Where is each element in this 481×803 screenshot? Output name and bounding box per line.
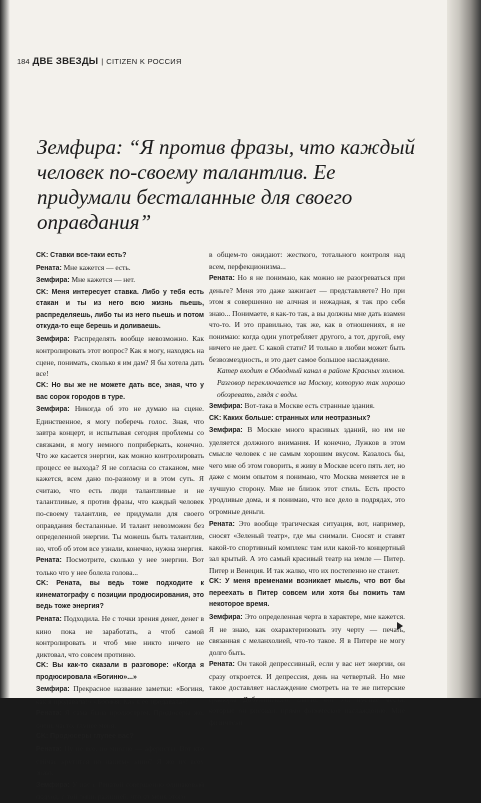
speaker-name: Земфира:	[209, 613, 243, 621]
interview-reply	[36, 707, 204, 731]
page-number: 184	[17, 57, 30, 66]
interviewer-question: CK: У меня временами возникает мысль, что вот бы переехать в Питер совсем или хотя бы пожить там некоторое время.	[209, 578, 405, 609]
speaker-name: Земфира:	[209, 403, 243, 411]
reply-text: Подходила. Не с точки зрения денег, денег в кино пока не заработать, а чтоб самой контролировать и чтоб мне никто ничего не диктовал, что совсем противно.	[36, 613, 204, 659]
interview-reply	[36, 683, 204, 707]
interview-reply	[209, 424, 405, 517]
left-column	[36, 250, 204, 803]
magazine-name: CITIZEN K РОССИЯ	[106, 57, 182, 66]
speaker-name: Земфира:	[36, 335, 70, 343]
reply-text: Прекрасное название заметки: «Богиня, как я продавала!» «Богиня. Как я ее продавала»!	[36, 684, 204, 706]
interview-reply	[36, 613, 204, 660]
reply-text: Но я не понимаю, как можно не разогреваться при деньге? Меня это даже зажигает — представляете? Но при этом я совершенно не алчная и нежадная, я так про себя знаю... Понимаете, я как-то так, а вы должны мне дать взамен что-то. И это правильно, так же, как в отношениях, я не понимаю: когда один употребляет другого, а тот, другой, ему ничего не дает. С какой стати? И только в любви может быть безвозмездность, и это дает самое большое наслаждение.	[209, 273, 405, 364]
reply-text: Никогда об это не думаю на сцене. Единственное, я могу поберечь голос. Зная, что завтра концерт, и испытывая сегодня проблемы со связками, я могу немного поприберкать, конечно. Что же касается энергии, как можно контролировать процесс ее выхода? Я не согласна со стаканом, мне кажется, всем дано по-разному и в этом суть. Я считаю, что есть люди талантливые и не талантливые, я против фразы, что каждый человек по-своему талантлив, ее придумали для своего оправдания бесталанные. И талант невозможен без определенной энергии. Ты можешь быть талантлив, но, чтоб об этом все узнали, конечно, нужна энергия.	[36, 404, 204, 553]
speaker-name: Рената:	[209, 275, 235, 283]
reply-text: Распределять вообще невозможно. Как контролировать этот вопрос? Как я могу, находясь на сцене, понимать, сколько я им дам? Я бы хотела дать все!	[36, 333, 204, 379]
speaker-name: Рената:	[36, 745, 62, 753]
reply-text: Он такой депрессивный, если у вас нет энергии, он сразу откроется. И депрессия, день на четвертый. Но мне такое доставляет наслаждение смотреть на те же питерские гравюры Добужинского, знаете, вот эти пустые места, которые он рисовал, прямо физическое наслаждение. Мне физически	[209, 659, 405, 727]
interview-reply	[36, 554, 204, 578]
interview-reply	[209, 611, 405, 658]
speaker-name: Земфира:	[36, 686, 70, 694]
binding-shadow	[0, 0, 10, 698]
reply-text: Это вообще трагическая ситуация, вот, например, сносят «Зеленый театр», где мы снимали. Сносят и ставят какой-то спортивный комплекс там или какой-то концертный зал крытый. А это самый красивый театр на земле — Питер. Питер и Венеция. И так жалко, что их постепенно не станет.	[209, 518, 405, 575]
interviewer-question: CK: Продюсеры глупее вас?	[36, 733, 134, 741]
reply-text: Это определенная черта в характере, мне кажется. Я не знаю, как охарактеризовать эту черту — печать, связанная с меланхолией, что-то такое. Я в Питере не могу долго быть.	[209, 611, 405, 657]
reply-text: Вот-така в Москве есть странные здания.	[242, 401, 375, 411]
interviewer-question: CK: Меня интересует ставка. Либо у тебя есть стакан и ты из него всю жизнь пьешь, распределяешь, либо ты из него пьешь и потом откуда-то еще берешь и доливаешь.	[36, 288, 204, 331]
speaker-name: Рената:	[209, 661, 235, 669]
speaker-name: Рената:	[36, 710, 62, 718]
reply-text: В Москве много красивых зданий, но им не уделяется должного внимания. И конечно, Лужков в этом смысле человек с не самым хорошим вкусом. Казалось бы, чего мне об этом говорить, я живу в Москве всего пять лет, но даже с моим опытом я понимаю, что Москва меняется не в лучшую сторону. Мне не близок этот стиль. Есть просто уродливые дома, и я понимаю, что все дело в подрядах, это огромные деньги.	[209, 425, 405, 517]
interview-reply	[209, 518, 405, 577]
interview-reply	[36, 262, 204, 275]
speaker-name: Рената:	[36, 615, 62, 623]
speaker-name: Земфира:	[36, 277, 70, 285]
reply-text: Мне кажется — нет.	[69, 275, 136, 285]
interview-reply	[209, 272, 405, 365]
scene-remark: Катер входит в Обводный канал в районе Красных холмов. Разговор переключается на Москву, которую так хорошо обозревать, глядя с воды.	[217, 366, 405, 399]
interviewer-question: CK: Ставки все-таки есть?	[36, 252, 127, 259]
reply-text: Ну не все, но многие — аферисты. Вот кто сейчас крутится по нашему кино? Я же их всех знаю.	[36, 743, 204, 778]
book-spine	[447, 0, 481, 698]
interviewer-question: CK: Но вы же не можете дать все, зная, что у вас сорок городов в туре.	[36, 382, 204, 401]
speaker-name: Земфира:	[209, 427, 243, 435]
speaker-name: Земфира:	[36, 406, 70, 414]
speaker-name: Рената:	[209, 520, 235, 528]
interviewer-question: CK: Рената, вы ведь тоже подходите к кинематографу с позиции продюсирования, это ведь тоже энергия?	[36, 580, 204, 611]
interviewer-question: CK: Вы как-то сказали в разговоре: «Когда я продюсировала «Богиню»...»	[36, 662, 204, 681]
reply-text: Мне кажется — есть.	[61, 262, 131, 272]
continue-arrow-icon	[397, 622, 403, 630]
continued-text: в общем-то ожидают: жесткого, тотального контроля над всем, перфекционизма...	[209, 250, 405, 271]
article-title: Земфира: “Я против фразы, что каждый человек по-своему талантлив. Ее придумали бесталанные для своего оправдания”	[37, 135, 415, 234]
reply-text: Посмотрите, сколько у нее энергии. Вот только что у нее болела голова...	[36, 555, 204, 577]
interview-reply	[36, 403, 204, 554]
running-header	[17, 56, 182, 67]
interview-reply	[36, 274, 204, 287]
speaker-name: Земфира:	[36, 781, 70, 789]
section-title: ДВЕ ЗВЕЗДЫ	[32, 56, 99, 67]
interview-reply	[36, 333, 204, 380]
reply-text: Я сама была продюсером. Продюсеры же, очень часто, глупее меня.	[36, 708, 204, 730]
interview-reply	[36, 779, 204, 803]
interview-reply	[209, 658, 405, 728]
interview-reply	[36, 743, 204, 779]
interview-reply	[209, 400, 405, 413]
reply-text: У нас с Ренатой совершенно одинаковый подход, с той лишь разницей, что от меня этого	[36, 779, 204, 802]
speaker-name: Рената:	[36, 557, 62, 565]
header-separator: |	[101, 57, 104, 66]
interviewer-question: CK: Каких больше: странных или неотразных?	[209, 414, 371, 422]
right-column	[209, 249, 405, 728]
speaker-name: Рената:	[36, 264, 62, 272]
